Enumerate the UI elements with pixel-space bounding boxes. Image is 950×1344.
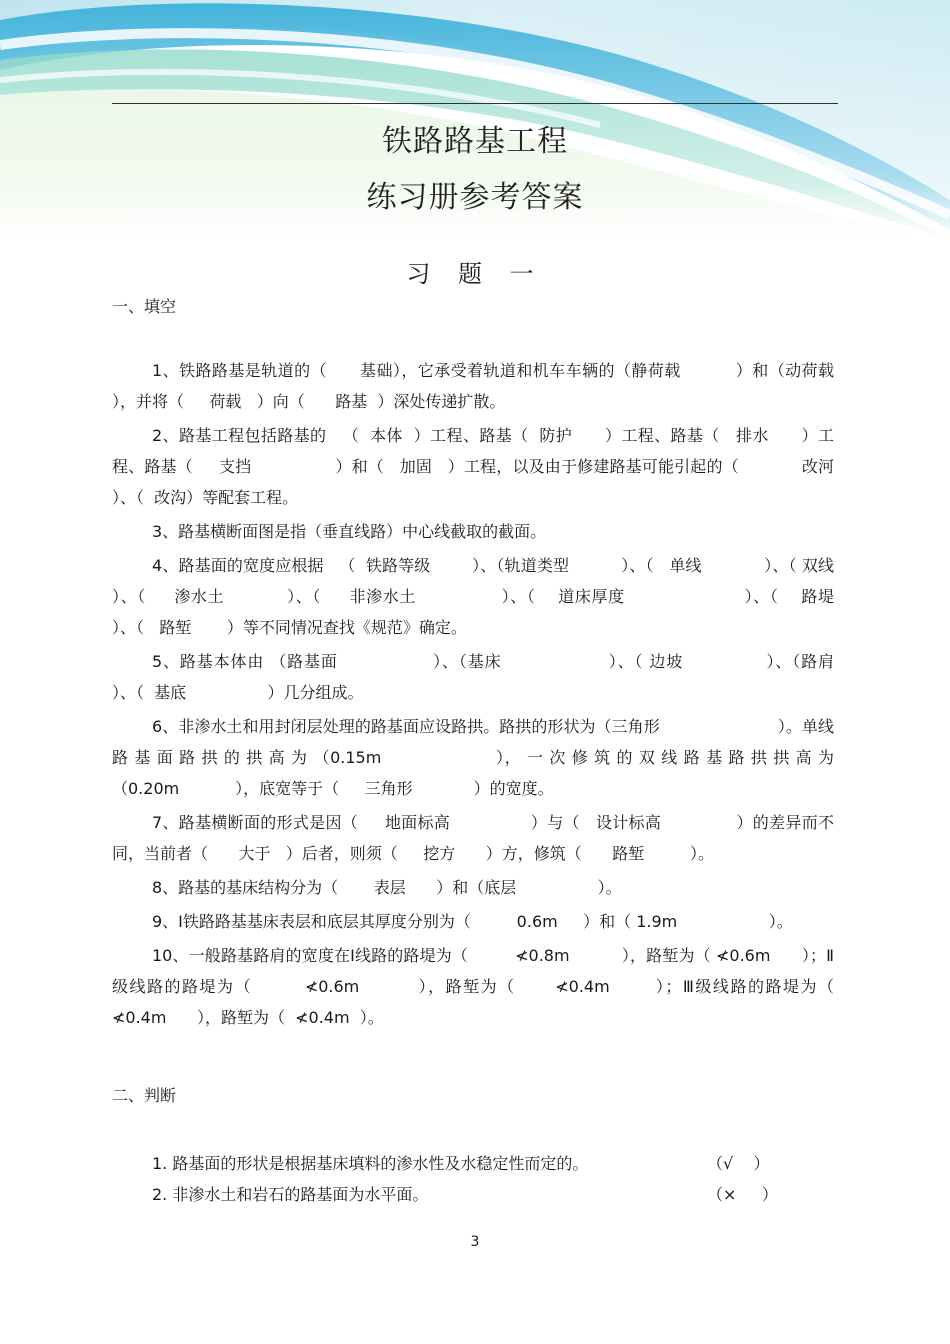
fill-blank-list (112, 355, 921, 1036)
document-title: 铁路路基工程 (382, 124, 568, 159)
fill-blank-item: 7、路基横断面的形式是因（ 地面标高 ）与（ 设计标高 ）的差异而不同，当前者（ 大于 ）后者，则须（ 挖方 ）方，修筑（ 路堑 ）。 (112, 813, 834, 863)
section-heading-fill-blank: 一、填空 (112, 297, 177, 316)
page-number: 3 (470, 1234, 480, 1250)
fill-blank-item: 4、路基面的宽度应根据 （ 铁路等级 ）、（轨道类型 ）、（ 单线 ）、（ 双线 ）、（ 渗水土 ）、（ 非渗水土 ）、（ 道床厚度 ）、（ 路堤 ）、（ 路堑 ）等不同情况查找《规范》确定。 (112, 556, 911, 637)
fill-blank-item: 1、铁路路基是轨道的（ 基础），它承受着轨道和机车车辆的（静荷载 ）和（动荷载 ），并将（ 荷载 ）向（ 路基 ）深处传递扩散。 (112, 361, 840, 411)
fill-blank-item: 6、非渗水土和用封闭层处理的路基面应设路拱。路拱的形状为（三角形 ）。单线 路 基 面 路 拱 的 拱 高 为 （0.15m ）， 一 次 修 筑 的 双 线 路 基 路 拱 拱 高 为 （0.20m ），底宽等于（ 三角形 ）的宽度。 (112, 717, 840, 798)
fill-blank-item: 3、路基横断面图是指（垂直线路）中心线截取的截面。 (152, 522, 547, 541)
judgement-answer: （√ ） (707, 1154, 770, 1173)
fill-blank-item: 9、Ⅰ铁路路基基床表层和底层其厚度分别为（ 0.6m ）和（ 1.9m ）。 (152, 912, 793, 931)
fill-blank-item: 2、路基工程包括路基的 （ 本体 ）工程、路基（ 防护 ）工程、路基（ 排水 ）工程、路基（ 支挡 ）和（ 加固 ）工程，以及由于修建路基可能引起的（ 改河 ）、（ 改沟）等配套工程。 (112, 426, 840, 507)
section-heading-judgement: 二、判断 (112, 1086, 177, 1105)
judgement-item-text: 2. 非渗水土和岩石的路基面为水平面。 (152, 1185, 429, 1204)
fill-blank-item: 8、路基的基床结构分为（ 表层 ）和（底层 ）。 (152, 878, 622, 897)
fill-blank-item: 10、一般路基路肩的宽度在Ⅰ线路的路堤为（ ≮0.8m ），路堑为（ ≮0.6m ）；Ⅱ级线路的路堤为（ ≮0.6m ），路堑为（ ≮0.4m ）；Ⅲ级线路的路堤为（ ≮0.4m ），路堑为（ ≮0.4m ）。 (112, 946, 885, 1027)
header-rule (112, 103, 838, 104)
judgement-answer: （× ） (707, 1185, 778, 1204)
chapter-heading: 习 题 一 (406, 260, 544, 288)
document-subtitle: 练习册参考答案 (366, 180, 584, 215)
fill-blank-item: 5、路基本体由 （路基面 ）、（基床 ）、（ 边坡 ）、（路肩 ）、（ 基底 ）几分组成。 (112, 652, 921, 702)
judgement-item-text: 1. 路基面的形状是根据基床填料的渗水性及水稳定性而定的。 (152, 1154, 589, 1173)
